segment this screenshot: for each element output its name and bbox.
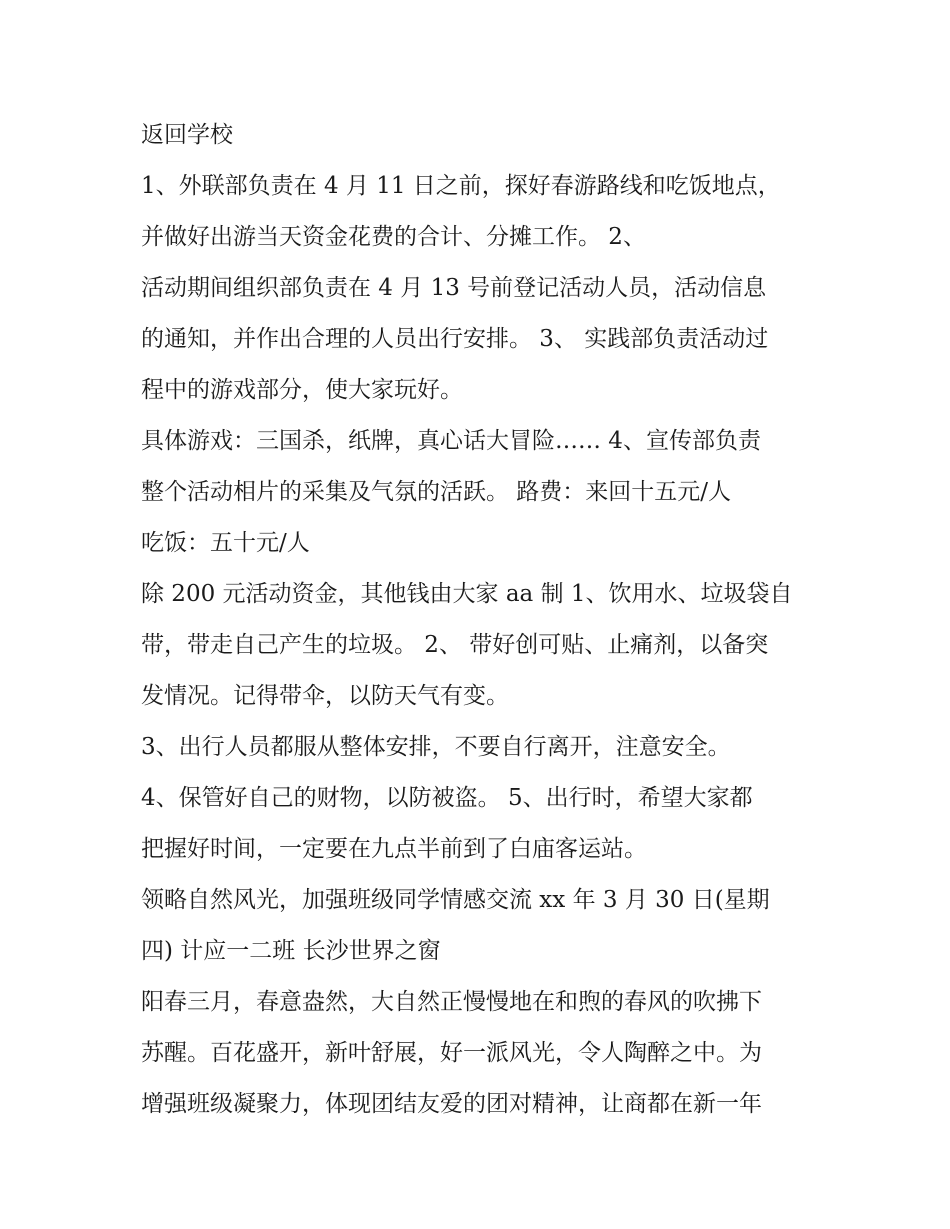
text-line: 具体游戏：三国杀，纸牌，真心话大冒险…… 4、宣传部负责 [141, 428, 761, 454]
text-line: 并做好出游当天资金花费的合计、分摊工作。 2、 [141, 224, 646, 250]
text-line: 把握好时间，一定要在九点半前到了白庙客运站。 [141, 836, 647, 862]
document-body [141, 110, 841, 1130]
text-line: 增强班级凝聚力，体现团结友爱的团对精神，让商都在新一年 [141, 1091, 762, 1117]
text-line: 吃饭：五十元/人 [141, 530, 310, 556]
text-line: 发情况。记得带伞，以防天气有变。 [141, 683, 509, 709]
text-line: 返回学校 [141, 122, 233, 148]
text-line: 的通知，并作出合理的人员出行安排。 3、 实践部负责活动过 [141, 326, 769, 352]
text-line: 带，带走自己产生的垃圾。 2、 带好创可贴、止痛剂，以备突 [141, 632, 769, 658]
text-line: 3、出行人员都服从整体安排，不要自行离开，注意安全。 [141, 734, 731, 760]
text-line: 1、外联部负责在 4 月 11 日之前，探好春游路线和吃饭地点， [141, 173, 781, 199]
text-line: 阳春三月，春意盎然，大自然正慢慢地在和煦的春风的吹拂下 [141, 989, 762, 1015]
text-line: 4、保管好自己的财物，以防被盗。 5、出行时，希望大家都 [141, 785, 753, 811]
text-line: 领略自然风光，加强班级同学情感交流 xx 年 3 月 30 日(星期 [141, 887, 770, 913]
text-line: 活动期间组织部负责在 4 月 13 号前登记活动人员，活动信息 [141, 275, 767, 301]
text-line: 苏醒。百花盛开，新叶舒展，好一派风光，令人陶醉之中。为 [141, 1040, 762, 1066]
text-line: 四) 计应一二班 长沙世界之窗 [141, 938, 441, 964]
text-line: 除 200 元活动资金，其他钱由大家 aa 制 1、饮用水、垃圾袋自 [141, 581, 793, 607]
text-line: 程中的游戏部分，使大家玩好。 [141, 377, 463, 403]
text-line: 整个活动相片的采集及气氛的活跃。 路费：来回十五元/人 [141, 479, 732, 505]
